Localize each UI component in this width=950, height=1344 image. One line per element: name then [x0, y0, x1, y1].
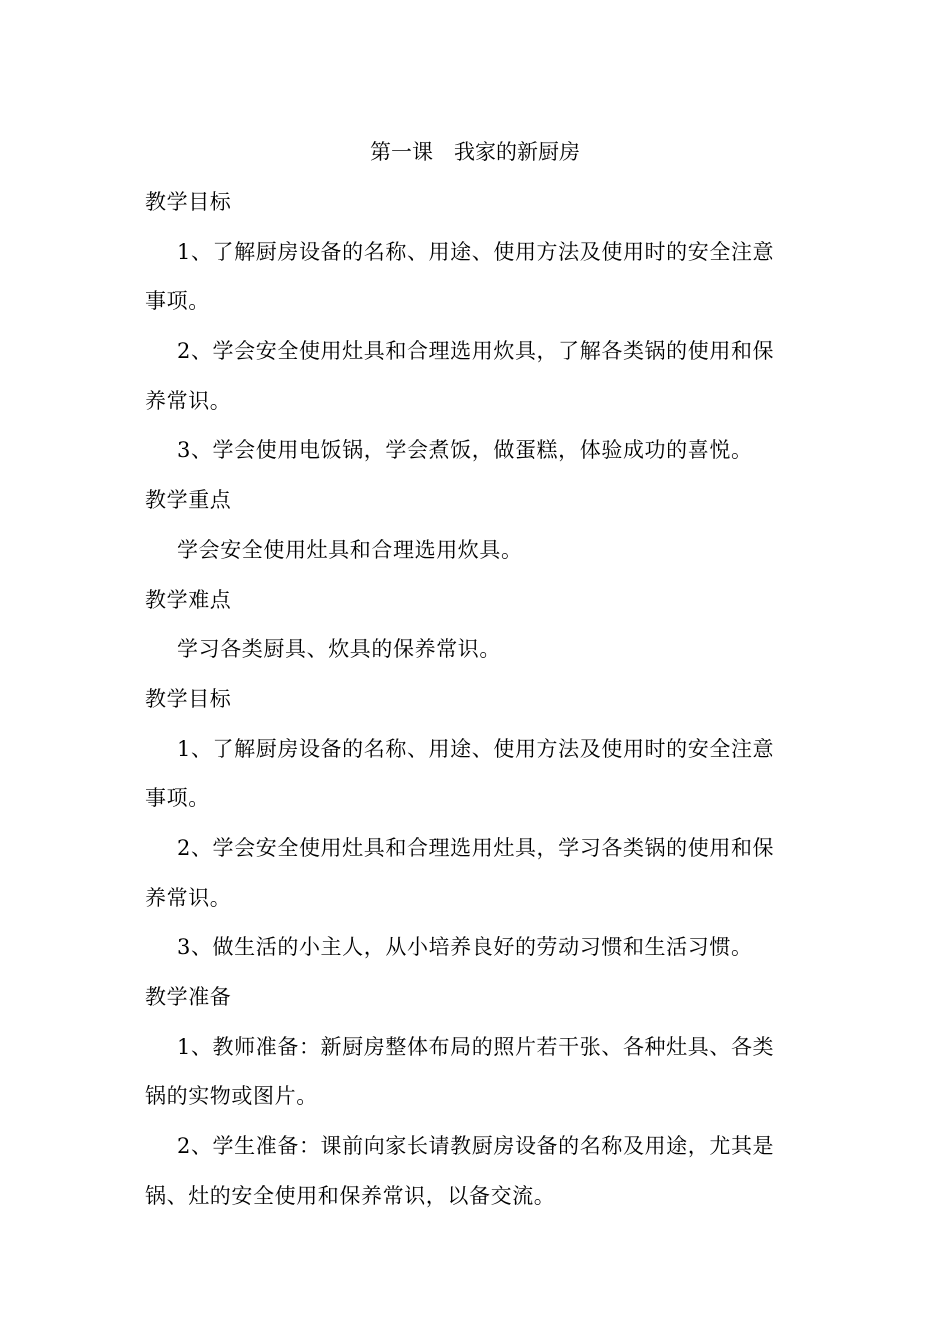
paragraph-line: 锅的实物或图片。 [145, 1084, 318, 1109]
section-heading-preparation: 教学准备 [145, 985, 232, 1009]
paragraph-line: 锅、灶的安全使用和保养常识，以备交流。 [145, 1183, 556, 1208]
paragraph-line: 2、学会安全使用灶具和合理选用灶具，学习各类锅的使用和保 [177, 835, 775, 860]
paragraph-line: 2、学生准备：课前向家长请教厨房设备的名称及用途，尤其是 [177, 1134, 775, 1159]
paragraph-line: 养常识。 [145, 388, 232, 413]
section-heading-key-points: 教学重点 [145, 488, 232, 513]
paragraph-line: 2、学会安全使用灶具和合理选用炊具，了解各类锅的使用和保 [177, 339, 775, 364]
paragraph-line: 1、教师准备：新厨房整体布局的照片若干张、各种灶具、各类 [177, 1034, 775, 1059]
paragraph-line: 事项。 [145, 289, 210, 314]
paragraph-line: 1、了解厨房设备的名称、用途、使用方法及使用时的安全注意 [177, 239, 775, 264]
paragraph-line: 1、了解厨房设备的名称、用途、使用方法及使用时的安全注意 [177, 736, 775, 761]
paragraph-line: 学会安全使用灶具和合理选用炊具。 [177, 537, 523, 562]
paragraph-line: 事项。 [145, 786, 210, 811]
section-heading-objectives-2: 教学目标 [145, 686, 232, 711]
paragraph-line: 养常识。 [145, 885, 232, 910]
paragraph-line: 学习各类厨具、炊具的保养常识。 [177, 637, 501, 662]
section-heading-objectives: 教学目标 [145, 190, 232, 214]
section-heading-difficulties: 教学难点 [145, 587, 232, 612]
document-title: 第一课 我家的新厨房 [370, 140, 580, 164]
paragraph-line: 3、学会使用电饭锅，学会煮饭，做蛋糕，体验成功的喜悦。 [177, 438, 753, 463]
document-body [145, 178, 797, 1221]
paragraph-line: 3、做生活的小主人，从小培养良好的劳动习惯和生活习惯。 [177, 935, 753, 960]
